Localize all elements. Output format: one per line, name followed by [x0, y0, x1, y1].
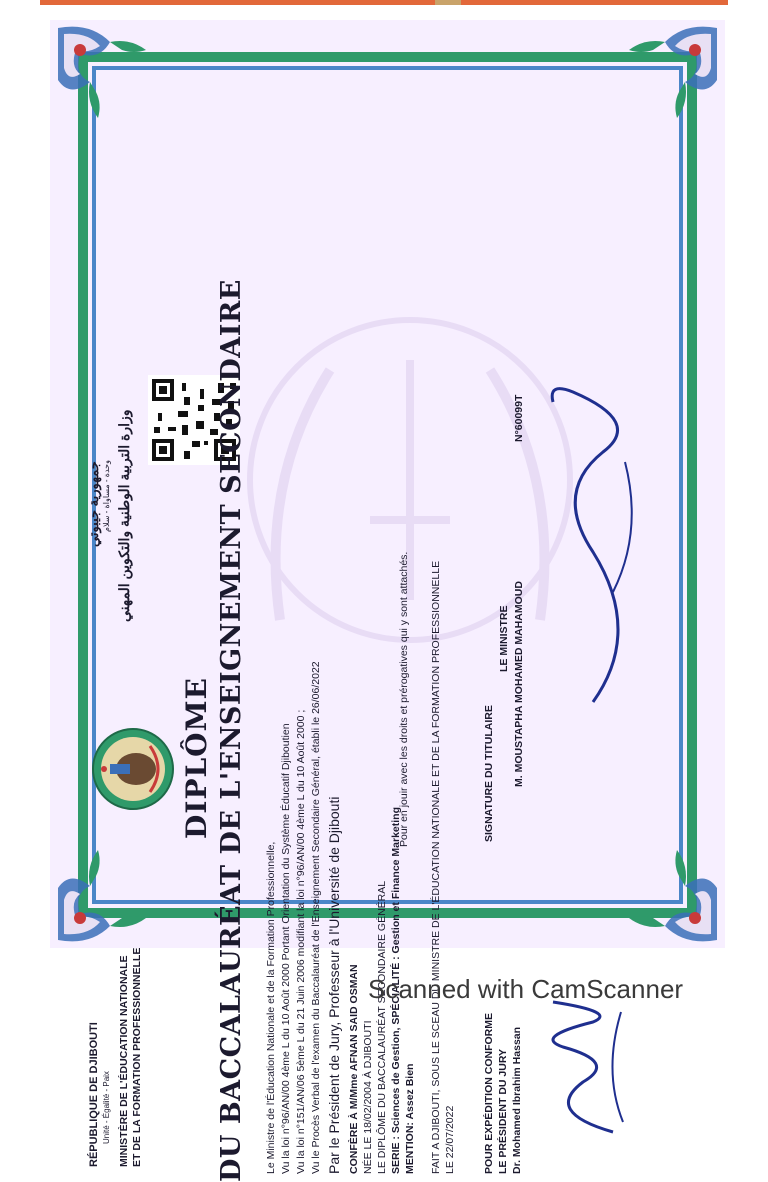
djibouti-emblem-icon [90, 726, 176, 812]
holder-signature-label: SIGNATURE DU TITULAIRE [483, 705, 495, 842]
minister-title: LE MINISTRE [498, 605, 510, 672]
minister-signature-icon [533, 372, 658, 712]
preamble-line: Le Ministre de l'Éducation Nationale et de la Formation Professionnelle, [265, 841, 277, 1174]
motto-label: Unité - Égalité - Paix [102, 1071, 111, 1144]
preamble-line: Vu la loi n°151/AN/06 5ème L du 21 Juin 2006 modifiant la loi n°96/AN/00 4ème L du 10 Août 2000 ; [295, 709, 307, 1174]
ornament-corner-icon [615, 20, 725, 130]
ministry-label-arabic: وزارة التربية الوطنية والتكوين المهني [116, 409, 132, 622]
certified-copy-label: POUR EXPÉDITION CONFORME [483, 1012, 495, 1174]
republic-label: RÉPUBLIQUE DE DJIBOUTI [88, 1022, 100, 1167]
president-line: Par le Président de Jury, Professeur à l'Université de Djibouti [326, 796, 342, 1174]
motto-label-arabic: وحدة - مساواة - سلام [102, 460, 111, 532]
serial-number: N°60099T [513, 394, 525, 442]
jury-president-title: LE PRÉSIDENT DU JURY [497, 1048, 509, 1174]
jury-signature-icon [523, 992, 633, 1142]
minister-name: M. MOUSTAPHA MOHAMED MAHAMOUD [513, 581, 525, 787]
republic-label-arabic: جمهورية جيبوتي [86, 461, 101, 547]
ministry-line-2: ET DE LA FORMATION PROFESSIONNELLE [131, 947, 143, 1167]
conferral-birth: NÉE LE 18/02/2004 À DJIBOUTI [362, 1020, 374, 1174]
diploma-title: DIPLÔME [180, 677, 213, 839]
ministry-line-1: MINISTÈRE DE L'ÉDUCATION NATIONALE [118, 955, 130, 1167]
ornament-corner-icon [50, 20, 160, 130]
conferral-series: SERIE : Sciences de Gestion, SPÉCIALITÉ : Gestion et Finance Marketing [390, 806, 402, 1174]
conferral-recipient: CONFÈRE À M/Mme AFNAN SAID OSMAN [348, 964, 360, 1174]
scan-top-strip [40, 0, 728, 5]
scanner-watermark-label: Scanned with CamScanner [368, 974, 684, 1004]
diploma-subtitle: DU BACCALAURÉAT DE L'ENSEIGNEMENT SECONDAIRE [216, 279, 247, 1182]
conferral-mention: MENTION: Assez Bien [404, 1063, 416, 1174]
conferral-degree: LE DIPLÔME DU BACCALAURÉAT SECONDAIRE GÉNÉRAL [376, 880, 388, 1174]
issuance-date: LE 22/07/2022 [444, 1105, 456, 1174]
rotated-diploma-text [68, 279, 688, 1182]
rights-line: Pour en jouir avec les droits et prérogatives qui y sont attachés. [398, 551, 410, 847]
preamble-line: Vu la loi n°96/AN/00 4ème L du 10 Août 2000 Portant Orientation du Système Éducatif Djiboutien [280, 723, 292, 1174]
jury-president-name: Dr. Mohamed Ibrahim Hassan [511, 1026, 523, 1174]
issuance-line: FAIT A DJIBOUTI, SOUS LE SCEAU DU MINISTRE DE L'ÉDUCATION NATIONALE ET DE LA FORMATION PROFESSIONNELLE [430, 560, 442, 1174]
preamble-line: Vu le Procès Verbal de l'examen du Baccalauréat de l'Enseignement Secondaire Général, établi le 26/06/2022 [310, 661, 322, 1174]
